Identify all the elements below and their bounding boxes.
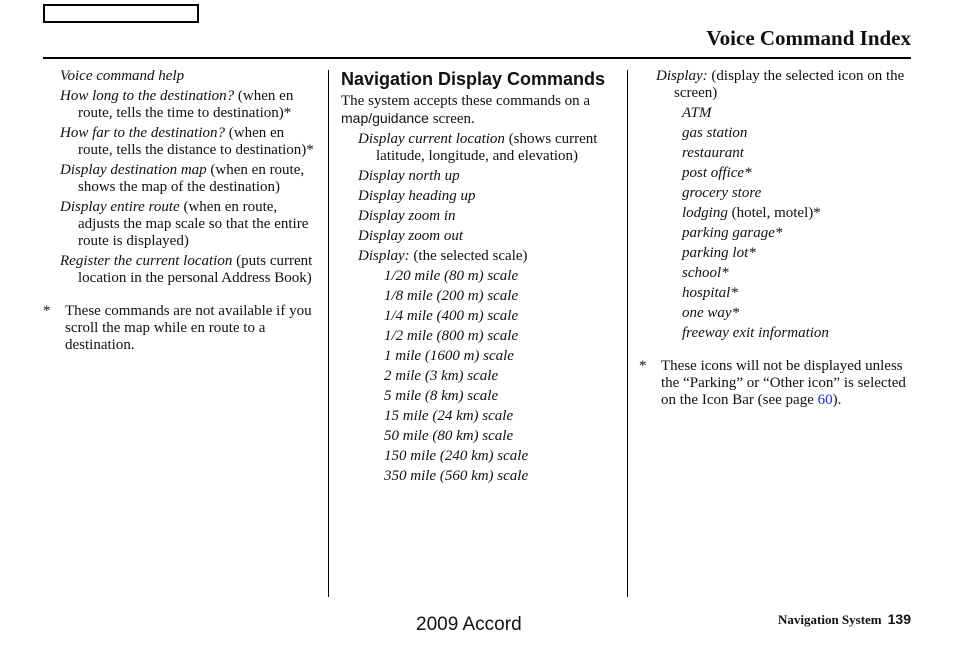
command-description: (when en route, shows the map of the destination) — [78, 162, 305, 195]
icon-option — [682, 205, 914, 222]
page-number: 139 — [887, 611, 911, 627]
scale-label: 2 mile (3 km) scale — [384, 368, 499, 384]
command-description: (shows current latitude, longitude, and elevation) — [376, 131, 598, 164]
command-entry — [60, 162, 318, 196]
icon-option — [682, 165, 914, 182]
icon-option — [682, 305, 914, 322]
intro-text: The system accepts these commands on a — [341, 93, 591, 109]
icon-option — [682, 265, 914, 282]
scale-label: 50 mile (80 km) scale — [384, 428, 514, 444]
screen-name: map/guidance — [341, 110, 429, 126]
command-phrase: Display: — [358, 248, 410, 264]
section-heading: Navigation Display Commands — [341, 69, 606, 89]
scale-label: 1/8 mile (200 m) scale — [384, 288, 519, 304]
command-phrase: Display entire route — [60, 199, 180, 215]
scale-label: 1/4 mile (400 m) scale — [384, 308, 519, 324]
icon-label: restaurant — [682, 145, 744, 161]
scale-option — [384, 468, 619, 485]
command-entry — [358, 228, 619, 245]
column-1 — [43, 68, 318, 354]
page-title: Voice Command Index — [706, 26, 911, 50]
icon-option — [682, 225, 914, 242]
page-link[interactable]: 60 — [817, 392, 833, 408]
command-description: (the selected scale) — [409, 248, 528, 264]
icon-option — [682, 185, 914, 202]
command-phrase: Display current location — [358, 131, 505, 147]
icon-label: gas station — [682, 125, 748, 141]
scale-option — [384, 348, 619, 365]
footnote-marker: * — [43, 303, 51, 319]
column-divider-2 — [627, 70, 628, 597]
intro-text-end: screen. — [428, 111, 475, 127]
footnote-text — [661, 358, 914, 409]
icon-note: (hotel, motel)* — [727, 205, 821, 221]
footnote — [639, 358, 914, 409]
footnote-marker: * — [639, 358, 647, 374]
scale-option — [384, 268, 619, 285]
command-phrase: Voice command help — [60, 68, 185, 84]
footnote-text-start: These icons will not be displayed unless the “Parking” or “Other icon” is selected on the Icon Bar (see page — [661, 358, 906, 408]
command-entry — [358, 168, 619, 185]
icon-option — [682, 285, 914, 302]
command-entry — [656, 68, 914, 102]
scale-option — [384, 308, 619, 325]
command-entry — [358, 188, 619, 205]
scale-option — [384, 408, 619, 425]
footnote-text-end: ). — [832, 392, 842, 408]
scale-label: 5 mile (8 km) scale — [384, 388, 499, 404]
command-phrase: Display north up — [358, 168, 460, 184]
command-phrase: Display heading up — [358, 188, 476, 204]
column-3 — [639, 68, 914, 409]
icon-label: parking lot* — [682, 245, 756, 261]
scale-label: 150 mile (240 km) scale — [384, 448, 529, 464]
command-entry — [60, 68, 318, 85]
scale-option — [384, 288, 619, 305]
command-entry — [358, 131, 619, 165]
section-intro — [341, 93, 619, 128]
scale-label: 1/20 mile (80 m) scale — [384, 268, 519, 284]
command-entry — [358, 208, 619, 225]
scale-label: 350 mile (560 km) scale — [384, 468, 529, 484]
command-entry — [60, 125, 318, 159]
icon-option — [682, 145, 914, 162]
command-phrase: Display destination map — [60, 162, 207, 178]
scale-option — [384, 428, 619, 445]
command-phrase: Register the current location — [60, 253, 233, 269]
icon-label: post office* — [682, 165, 752, 181]
icon-label: parking garage* — [682, 225, 783, 241]
icon-option — [682, 105, 914, 122]
icon-label: school* — [682, 265, 729, 281]
icon-label: hospital* — [682, 285, 738, 301]
column-2 — [341, 68, 619, 488]
scale-option — [384, 448, 619, 465]
scale-option — [384, 328, 619, 345]
icon-label: freeway exit information — [682, 325, 829, 341]
command-entry — [60, 199, 318, 250]
footer-section — [778, 611, 911, 628]
icon-label: ATM — [682, 105, 712, 121]
command-description: (display the selected icon on the screen) — [674, 68, 905, 101]
icon-option — [682, 125, 914, 142]
command-entry — [60, 88, 318, 122]
command-entry — [358, 248, 619, 265]
scale-label: 1 mile (1600 m) scale — [384, 348, 514, 364]
command-phrase: Display zoom in — [358, 208, 456, 224]
scale-label: 15 mile (24 km) scale — [384, 408, 514, 424]
command-description: (when en route, adjusts the map scale so that the entire route is displayed) — [78, 199, 309, 249]
command-description: (when en route, tells the time to destination)* — [78, 88, 294, 121]
command-description: (when en route, tells the distance to destination)* — [78, 125, 314, 158]
footnote — [43, 303, 318, 354]
column-divider-1 — [328, 70, 329, 597]
footer-section-name: Navigation System — [778, 612, 882, 627]
command-phrase: How far to the destination? — [60, 125, 225, 141]
scale-option — [384, 388, 619, 405]
footnote-text: These commands are not available if you scroll the map while en route to a destination. — [65, 303, 312, 353]
command-phrase: Display: — [656, 68, 708, 84]
scale-label: 1/2 mile (800 m) scale — [384, 328, 519, 344]
icon-option — [682, 245, 914, 262]
icon-option — [682, 325, 914, 342]
command-entry — [60, 253, 318, 287]
command-description: (puts current location in the personal Address Book) — [78, 253, 313, 286]
icon-label: lodging — [682, 205, 728, 221]
icon-label: grocery store — [682, 185, 762, 201]
scale-option — [384, 368, 619, 385]
icon-label: one way* — [682, 305, 740, 321]
header-rule — [43, 57, 911, 59]
header-tab-box — [43, 4, 199, 23]
command-phrase: How long to the destination? — [60, 88, 235, 104]
command-phrase: Display zoom out — [358, 228, 463, 244]
footer-model-name: 2009 Accord — [416, 614, 522, 635]
